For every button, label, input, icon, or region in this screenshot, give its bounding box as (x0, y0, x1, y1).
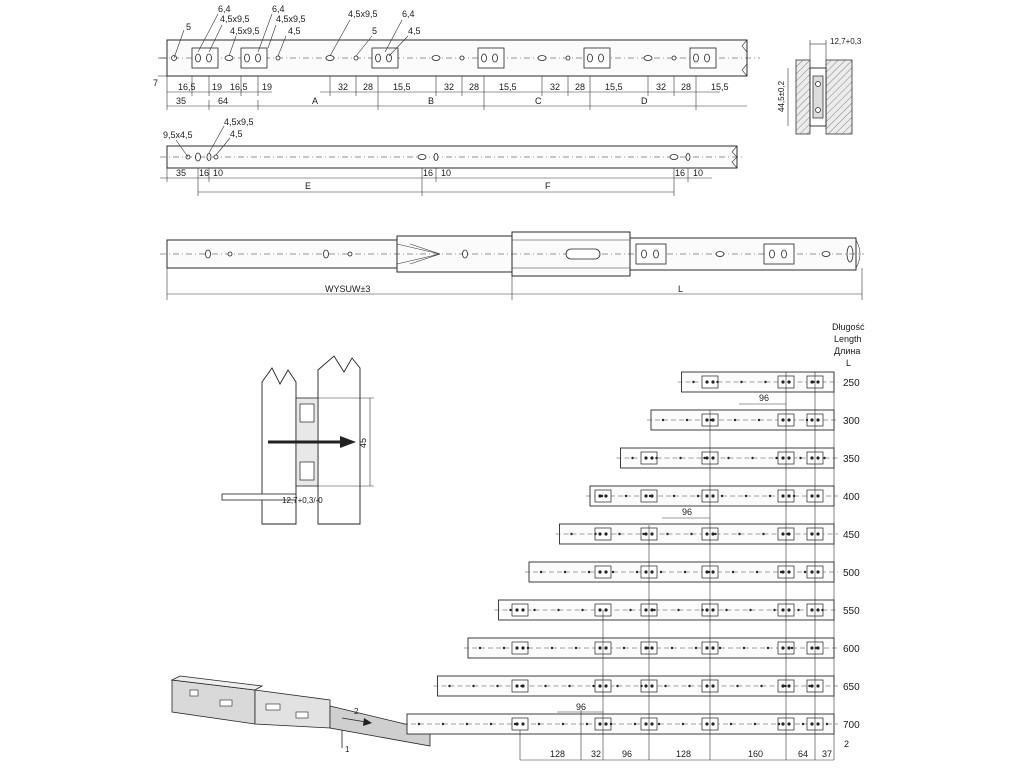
dim-15-5-b: 15,5 (499, 82, 517, 92)
label-hole-6-4-b: 6,4 (272, 4, 285, 14)
rail-hole (686, 419, 688, 421)
rail-hole (418, 723, 420, 725)
mounting-gap-label: 12,7+0,3/-0 (282, 496, 323, 505)
rail-hole (629, 609, 631, 611)
rail-hole (509, 609, 511, 611)
mounting-bracket (595, 566, 611, 578)
rail-hole (764, 381, 766, 383)
bracket-hole (705, 684, 708, 687)
bracket-hole (810, 722, 813, 725)
rail-hole (601, 495, 603, 497)
rail-hole (784, 685, 786, 687)
rail-hole (496, 685, 498, 687)
dim-16-b: 16 (423, 168, 434, 178)
bottom-dim-37: 37 (822, 749, 833, 759)
bracket-hole (604, 684, 607, 687)
bracket-hole (705, 418, 708, 421)
iso-arrow-2: 2 (354, 707, 359, 716)
bracket-hole (521, 608, 524, 611)
bracket-hole (810, 570, 813, 573)
rail-hole (780, 571, 782, 573)
length-value-250: 250 (843, 378, 860, 389)
bracket-hole (816, 684, 819, 687)
rail-hole (682, 723, 684, 725)
length-row-300 (647, 410, 860, 430)
second-rail-drawing (160, 117, 745, 196)
bracket-hole (644, 722, 647, 725)
bracket-hole (650, 722, 653, 725)
rail-hole (612, 571, 614, 573)
bracket-hole (787, 456, 790, 459)
rail-hole (666, 533, 668, 535)
bracket-hole (515, 608, 518, 611)
rail-hole (570, 533, 572, 535)
rail-hole (649, 495, 651, 497)
rail-hole (695, 647, 697, 649)
rail-hole (762, 533, 764, 535)
rail-hole (551, 647, 553, 649)
rail-hole (655, 457, 657, 459)
dim-28-a: 28 (363, 82, 374, 92)
rail-hole (605, 609, 607, 611)
rail-hole (716, 381, 718, 383)
mounting-bracket (512, 642, 528, 654)
bracket-hole (598, 608, 601, 611)
rail-hole (760, 685, 762, 687)
rail-hole (503, 647, 505, 649)
bracket-hole (810, 494, 813, 497)
rail-hole (466, 723, 468, 725)
rail-hole (640, 685, 642, 687)
bracket-hole (810, 608, 813, 611)
bracket-hole (604, 532, 607, 535)
bottom-dim-32: 32 (591, 749, 602, 759)
length-row-700 (403, 714, 860, 734)
bracket-hole (650, 570, 653, 573)
dim-16-c: 16 (675, 168, 686, 178)
dim-15-5-c: 15,5 (605, 82, 623, 92)
bracket-hole (816, 722, 819, 725)
bracket-hole (816, 570, 819, 573)
extended-rail-drawing (160, 232, 864, 300)
dim-16-5-b: 16,5 (230, 82, 248, 92)
rail-hole (594, 533, 596, 535)
rail-hole (653, 609, 655, 611)
dim-32-a: 32 (338, 82, 349, 92)
rail-hole (540, 571, 542, 573)
bracket-hole (650, 684, 653, 687)
bracket-hole (781, 646, 784, 649)
bottom-dim-160: 160 (748, 749, 764, 759)
rail-hole (727, 457, 729, 459)
rail-hole (736, 685, 738, 687)
rail-hole (823, 457, 825, 459)
length-value-600: 600 (843, 644, 860, 655)
rail-hole (586, 723, 588, 725)
dim-96-a: 96 (759, 393, 770, 403)
length-header-pl: Długość (832, 322, 865, 332)
label-hole-4-5-b: 4,5 (408, 26, 421, 36)
rail-hole (758, 419, 760, 421)
rail-hole (769, 495, 771, 497)
dim-96-b: 96 (682, 507, 693, 517)
segment-35: 35 (176, 96, 187, 106)
rail-hole (734, 419, 736, 421)
rail-hole (812, 381, 814, 383)
rail-hole (714, 533, 716, 535)
rail-hole (756, 571, 758, 573)
label-slot-4-5x9-5-b: 4,5x9,5 (230, 26, 260, 36)
rail-hole (793, 495, 795, 497)
rail-hole (557, 609, 559, 611)
bracket-hole (816, 418, 819, 421)
rail-hole (791, 647, 793, 649)
length-row-350 (617, 448, 861, 468)
rail-hole (581, 609, 583, 611)
rail-hole (706, 723, 708, 725)
rail-hole (658, 723, 660, 725)
rail-hole (562, 723, 564, 725)
rail-hole (817, 495, 819, 497)
length-row-600 (464, 638, 860, 658)
rail-hole (664, 685, 666, 687)
length-value-500: 500 (843, 568, 860, 579)
rail-hole (690, 533, 692, 535)
bracket-hole (711, 722, 714, 725)
dim-35-b: 35 (176, 168, 187, 178)
label-length-l: L (678, 284, 684, 294)
bracket-hole (705, 380, 708, 383)
bracket-hole (644, 570, 647, 573)
bracket-hole (781, 684, 784, 687)
rail-hole (802, 723, 804, 725)
mounting-bracket (702, 376, 718, 388)
rail-hole (749, 609, 751, 611)
rail-hole (599, 647, 601, 649)
bracket-hole (650, 646, 653, 649)
bracket-hole (604, 570, 607, 573)
bottom-dim-64: 64 (798, 749, 809, 759)
rail-hole (745, 495, 747, 497)
rail-hole (448, 685, 450, 687)
bracket-hole (604, 722, 607, 725)
bracket-hole (705, 456, 708, 459)
rail-hole (662, 419, 664, 421)
length-header-en: Length (834, 334, 862, 344)
length-header-l: L (846, 358, 852, 368)
bracket-hole (711, 380, 714, 383)
length-value-350: 350 (843, 454, 860, 465)
rail-hole (688, 685, 690, 687)
rail-hole (625, 495, 627, 497)
length-value-450: 450 (843, 530, 860, 541)
bracket-hole (711, 494, 714, 497)
rail-hole (799, 457, 801, 459)
dim-32-d: 32 (656, 82, 667, 92)
mounting-bracket (595, 528, 611, 540)
length-value-700: 700 (843, 720, 860, 731)
rail-hole (775, 457, 777, 459)
bracket-hole (705, 646, 708, 649)
section-width-label: 12,7+0,3 (830, 37, 862, 46)
label-hole-5-mid: 5 (372, 26, 378, 36)
bracket-hole (598, 684, 601, 687)
length-row-400 (586, 486, 860, 506)
rail-hole (730, 723, 732, 725)
rail-hole (826, 723, 828, 725)
mounting-bracket (512, 680, 528, 692)
dim-15-5-a: 15,5 (393, 82, 411, 92)
bracket-hole (711, 570, 714, 573)
bracket-hole (515, 646, 518, 649)
top-rail-drawing (153, 4, 760, 110)
rail-hole (610, 723, 612, 725)
bracket-hole (781, 456, 784, 459)
rail-hole (767, 647, 769, 649)
rail-hole (740, 381, 742, 383)
rail-hole (679, 457, 681, 459)
rail-hole (660, 571, 662, 573)
rail-hole (719, 647, 721, 649)
dim-19-b: 19 (262, 82, 273, 92)
segment-e: E (305, 181, 312, 191)
bracket-hole (787, 722, 790, 725)
dim-10-b: 10 (441, 168, 452, 178)
bracket-hole (705, 494, 708, 497)
segment-d: D (641, 96, 648, 106)
dim-10-a: 10 (213, 168, 224, 178)
dim-16-a: 16 (199, 168, 210, 178)
bracket-hole (650, 532, 653, 535)
dim-15-5-d: 15,5 (711, 82, 729, 92)
bracket-hole (810, 646, 813, 649)
rail-hole (788, 381, 790, 383)
bracket-hole (644, 456, 647, 459)
rail-hole (673, 495, 675, 497)
mounting-height-45: 45 (358, 437, 368, 448)
bracket-hole (604, 646, 607, 649)
rail-hole (806, 419, 808, 421)
rail-hole (520, 685, 522, 687)
bracket-hole (644, 494, 647, 497)
label-slot-4-5x9-5-c: 4,5x9,5 (276, 14, 306, 24)
bracket-hole (787, 418, 790, 421)
segment-64: 64 (218, 96, 229, 106)
rail-hole (642, 533, 644, 535)
rail-hole (738, 533, 740, 535)
bracket-hole (521, 722, 524, 725)
bottom-dim-128-b: 128 (676, 749, 692, 759)
dim-28-b: 28 (469, 82, 480, 92)
bracket-hole (781, 608, 784, 611)
label-hole-4-5-a: 4,5 (288, 26, 301, 36)
bracket-hole (810, 456, 813, 459)
rail-hole (636, 571, 638, 573)
rail-hole (751, 457, 753, 459)
bracket-hole (810, 418, 813, 421)
rail-hole (623, 647, 625, 649)
bracket-hole (598, 532, 601, 535)
rail-hole (712, 685, 714, 687)
rail-hole (684, 571, 686, 573)
dim-28-d: 28 (681, 82, 692, 92)
length-header-ru: Длина (834, 346, 861, 356)
right-dim-2: 2 (844, 739, 850, 749)
length-value-550: 550 (843, 606, 860, 617)
bracket-hole (787, 646, 790, 649)
bottom-dim-128-a: 128 (550, 749, 566, 759)
rail-hole (701, 609, 703, 611)
cross-section-view (777, 37, 862, 134)
bracket-hole (650, 456, 653, 459)
bracket-hole (705, 608, 708, 611)
bracket-hole (604, 494, 607, 497)
rail-hole (732, 571, 734, 573)
dim-96-c: 96 (576, 702, 587, 712)
bracket-hole (781, 532, 784, 535)
rail-hole (721, 495, 723, 497)
length-row-550 (495, 600, 861, 620)
dim-32-b: 32 (444, 82, 455, 92)
bracket-hole (650, 608, 653, 611)
dim-32-c: 32 (550, 82, 561, 92)
bracket-hole (711, 646, 714, 649)
label-offset-7: 7 (153, 78, 159, 88)
rail-hole (778, 723, 780, 725)
length-value-300: 300 (843, 416, 860, 427)
length-row-450 (556, 524, 861, 544)
bracket-hole (781, 380, 784, 383)
rail-hole (616, 685, 618, 687)
bracket-hole (816, 608, 819, 611)
rail-hole (797, 609, 799, 611)
bracket-hole (781, 722, 784, 725)
mounting-bracket (641, 452, 657, 464)
label-slot-4-5x9-5-a: 4,5x9,5 (220, 14, 250, 24)
dim-19-a: 19 (212, 82, 223, 92)
mounting-bracket (512, 604, 528, 616)
rail-hole (490, 723, 492, 725)
length-row-650 (434, 676, 861, 696)
rail-hole (821, 609, 823, 611)
bracket-hole (816, 380, 819, 383)
length-value-650: 650 (843, 682, 860, 693)
dim-16-5-a: 16,5 (178, 82, 196, 92)
bracket-hole (521, 646, 524, 649)
label-extension: WYSUW±3 (325, 284, 371, 294)
rail-hole (568, 685, 570, 687)
rail-hole (514, 723, 516, 725)
rail-hole (538, 723, 540, 725)
bracket-hole (598, 570, 601, 573)
rail-hole (564, 571, 566, 573)
rail-hole (544, 685, 546, 687)
label-slot-9-5x4-5: 9,5x4,5 (163, 130, 193, 140)
bracket-hole (515, 684, 518, 687)
bracket-hole (816, 456, 819, 459)
bracket-hole (711, 608, 714, 611)
dim-10-c: 10 (693, 168, 704, 178)
bracket-hole (787, 570, 790, 573)
bracket-hole (711, 532, 714, 535)
bracket-hole (644, 684, 647, 687)
iso-arrow-1: 1 (345, 745, 350, 754)
rail-hole (725, 609, 727, 611)
bottom-dim-96: 96 (622, 749, 633, 759)
rail-hole (808, 685, 810, 687)
rail-hole (810, 533, 812, 535)
segment-a: A (312, 96, 319, 106)
rail-hole (472, 685, 474, 687)
segment-f: F (545, 181, 551, 191)
rail-hole (575, 647, 577, 649)
dim-28-c: 28 (575, 82, 586, 92)
length-row-500 (525, 562, 860, 582)
length-chart-rows (403, 372, 860, 734)
rail-hole (743, 647, 745, 649)
rail-hole (692, 381, 694, 383)
rail-hole (533, 609, 535, 611)
rail-hole (671, 647, 673, 649)
rail-hole (442, 723, 444, 725)
bracket-hole (787, 684, 790, 687)
rail-hole (754, 723, 756, 725)
rail-hole (703, 457, 705, 459)
label-hole-4-5-c: 4,5 (230, 129, 243, 139)
rail-hole (677, 609, 679, 611)
rail-hole (588, 571, 590, 573)
label-hole-6-4-c: 6,4 (402, 9, 415, 19)
mounting-detail (222, 356, 374, 524)
bracket-hole (644, 532, 647, 535)
label-hole-6-4-a: 6,4 (218, 4, 231, 14)
rail-hole (618, 533, 620, 535)
bracket-hole (787, 494, 790, 497)
rail-hole (697, 495, 699, 497)
bracket-hole (705, 532, 708, 535)
rail-hole (634, 723, 636, 725)
rail-hole (479, 647, 481, 649)
label-slot-4-5x9-5-d: 4,5x9,5 (348, 9, 378, 19)
length-row-250 (678, 372, 861, 392)
bracket-hole (781, 494, 784, 497)
length-value-400: 400 (843, 492, 860, 503)
label-slot-4-5x9-5-e: 4,5x9,5 (224, 117, 254, 127)
rail-hole (786, 533, 788, 535)
rail-hole (527, 647, 529, 649)
bracket-hole (810, 684, 813, 687)
rail-hole (773, 609, 775, 611)
length-chart (403, 322, 865, 760)
segment-b: B (428, 96, 435, 106)
rail-hole (782, 419, 784, 421)
isometric-rail-view (172, 676, 430, 754)
section-height-label: 44,5±0,2 (777, 80, 786, 112)
segment-c: C (535, 96, 542, 106)
bracket-hole (598, 722, 601, 725)
rail-hole (631, 457, 633, 459)
bracket-hole (644, 608, 647, 611)
rail-hole (592, 685, 594, 687)
rail-hole (804, 571, 806, 573)
bracket-hole (711, 456, 714, 459)
bracket-hole (816, 532, 819, 535)
bracket-hole (787, 608, 790, 611)
label-hole-5-left: 5 (186, 22, 192, 32)
